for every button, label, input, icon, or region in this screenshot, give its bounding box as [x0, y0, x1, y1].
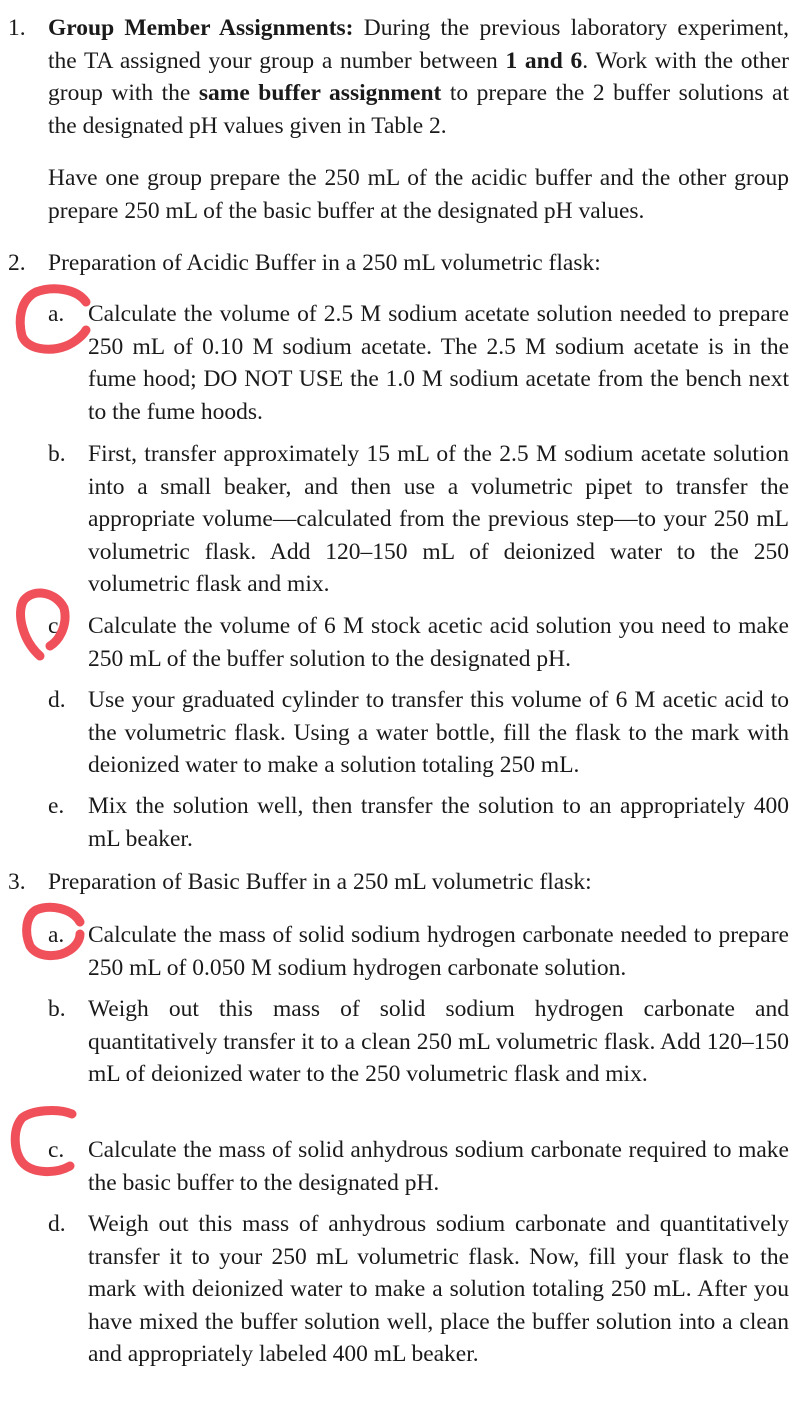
section-number: 3.	[8, 869, 26, 895]
section-2-title: Preparation of Acidic Buffer in a 250 mL volumetric flask:	[48, 250, 601, 276]
bold-range: 1 and 6	[505, 47, 583, 74]
section-number: 1.	[8, 15, 26, 41]
item-text: Calculate the mass of solid sodium hydrogen carbonate needed to prepare 250 mL of 0.050 M sodium hydrogen carbonate solution.	[88, 922, 789, 981]
item-letter: c.	[48, 613, 65, 639]
item-text: Calculate the volume of 2.5 M sodium acetate solution needed to prepare 250 mL of 0.10 M sodium acetate. The 2.5 M sodium acetate is in the fume hood; DO NOT USE the 1.0 M sodium acetate from the bench next to the fume hoods.	[88, 301, 789, 425]
item-text: Calculate the volume of 6 M stock acetic acid solution you need to make 250 mL of the buffer solution to the designated pH.	[88, 613, 789, 672]
paragraph-text: Have one group prepare the 250 mL of the acidic buffer and the other group prepare 250 mL of the basic buffer at the designated pH values.	[48, 165, 789, 224]
section-2-item-e	[48, 790, 789, 855]
section-3-item-a	[48, 919, 789, 984]
item-text: Use your graduated cylinder to transfer this volume of 6 M acetic acid to the volumetric flask. Using a water bottle, fill the flask to the mark with deionized water to make a solution totaling 250 mL.	[88, 687, 789, 778]
section-number: 2.	[8, 250, 26, 276]
item-letter: a.	[48, 922, 65, 948]
item-letter: d.	[48, 687, 66, 713]
item-text: Weigh out this mass of solid sodium hydrogen carbonate and quantitatively transfer it to a clean 250 mL volumetric flask. Add 120–150 mL of deionized water to the 250 volumetric flask and mix.	[88, 996, 789, 1087]
section-3-title-row	[8, 866, 789, 899]
item-letter: e.	[48, 793, 65, 819]
section-2-title-row	[8, 247, 789, 280]
section-1-heading: Group Member Assignments:	[48, 15, 354, 41]
item-letter: c.	[48, 1137, 65, 1163]
item-text: Weigh out this mass of anhydrous sodium carbonate and quantitatively transfer it to your 250 mL volumetric flask. Now, fill your flask to the mark with deionized water to make a solution totaling 250 mL. After you have mixed the buffer solution well, place the buffer solution into a clean and appropriately labeled 400 mL beaker.	[88, 1211, 789, 1367]
section-2-item-b	[48, 438, 789, 601]
text-run: . Work with the other group with the	[48, 47, 789, 106]
section-2-item-c	[48, 610, 789, 675]
item-text: First, transfer approximately 15 mL of the 2.5 M sodium acetate solution into a small beaker, and then use a volumetric pipet to transfer the appropriate volume—calculated from the previous step—to your 250 mL volumetric flask. Add 120–150 mL of deionized water to the 250 volumetric flask and mix.	[88, 441, 789, 597]
section-3-item-d	[48, 1208, 789, 1371]
bold-phrase: same buffer assignment	[198, 80, 442, 106]
section-1-paragraph	[48, 12, 789, 142]
section-3-title: Preparation of Basic Buffer in a 250 mL volumetric flask:	[48, 869, 592, 895]
section-3-item-c	[48, 1134, 789, 1199]
item-text: Calculate the mass of solid anhydrous sodium carbonate required to make the basic buffer to the designated pH.	[88, 1137, 789, 1196]
text-run: to prepare the 2 buffer solutions at the designated pH values given in Table 2.	[48, 80, 789, 139]
item-letter: d.	[48, 1211, 66, 1237]
item-text: Mix the solution well, then transfer the solution to an appropriately 400 mL beaker.	[88, 793, 789, 852]
text-run: During the previous laboratory experiment, the TA assigned your group a number between	[48, 15, 789, 74]
section-1-second-paragraph	[48, 162, 789, 227]
section-3-item-b	[48, 993, 789, 1091]
item-letter: a.	[48, 301, 65, 327]
item-letter: b.	[48, 996, 66, 1022]
section-1	[8, 12, 789, 142]
section-2-item-d	[48, 684, 789, 782]
item-letter: b.	[48, 441, 66, 467]
section-2-item-a	[48, 298, 789, 428]
